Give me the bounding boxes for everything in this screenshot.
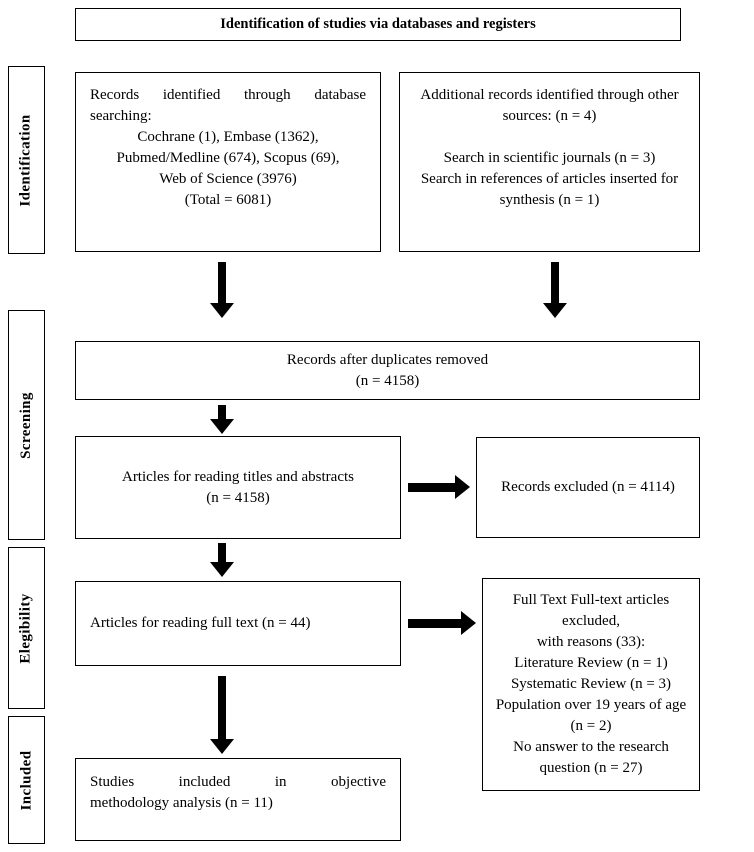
fulltext-excluded-line: with reasons (33):: [536, 634, 646, 650]
arrow-head: [461, 611, 476, 635]
arrow-head: [210, 303, 234, 318]
stage-label-screening-text: Screening: [18, 391, 34, 459]
additional-records-box: [399, 72, 700, 252]
stage-label-included: [8, 716, 45, 844]
arrow-shaft: [218, 262, 226, 303]
arrow-shaft: [218, 543, 226, 562]
arrow-head: [210, 739, 234, 754]
full-text-text: Articles for reading full text (n = 44): [90, 615, 311, 631]
arrow-fulltext-to-excluded: [408, 611, 476, 635]
arrow-fulltext-to-included: [210, 676, 234, 754]
arrow-head: [455, 475, 470, 499]
fulltext-excluded-reason: Literature Review (n = 1): [514, 655, 668, 671]
arrow-shaft: [218, 405, 226, 419]
studies-included-line2: methodology analysis (n = 11): [90, 795, 273, 811]
duplicates-removed-line: Records after duplicates removed: [286, 351, 489, 368]
records-identified-box: [75, 72, 381, 252]
records-excluded-text: Records excluded (n = 4114): [501, 479, 675, 495]
additional-records-line: Search in scientific journals (n = 3): [443, 150, 656, 166]
stage-label-included-text: Included: [18, 750, 35, 810]
arrow-titles-to-fulltext: [210, 543, 234, 577]
records-identified-source-line: Web of Science (3976): [159, 171, 297, 187]
titles-abstracts-box: [75, 436, 401, 539]
records-identified-source-line: Cochrane (1), Embase (1362),: [137, 129, 319, 145]
titles-abstracts-count: (n = 4158): [206, 489, 270, 506]
full-text-box: [75, 581, 401, 666]
arrow-head: [543, 303, 567, 318]
duplicates-removed-count: (n = 4158): [355, 372, 420, 389]
stage-label-eligibility: [8, 547, 45, 709]
duplicates-removed-box: [75, 341, 700, 400]
records-excluded-box: [476, 437, 700, 538]
arrow-shaft: [408, 619, 461, 628]
arrow-additional-to-duplicates: [543, 262, 567, 318]
studies-included-box: [75, 758, 401, 841]
records-identified-intro-line1: Records identified through database: [90, 87, 366, 103]
titles-abstracts-line: Articles for reading titles and abstracts: [121, 468, 354, 485]
stage-label-identification: [8, 66, 45, 254]
fulltext-excluded-reason: Population over 19 years of age (n = 2): [495, 697, 687, 734]
stage-label-screening: [8, 310, 45, 540]
arrow-duplicates-to-titles: [210, 405, 234, 434]
records-identified-total-line: (Total = 6081): [184, 192, 272, 208]
diagram-title: Identification of studies via databases and registers: [220, 16, 536, 32]
records-identified-intro-line2: searching:: [90, 108, 152, 124]
fulltext-excluded-line: Full Text Full-text articles excluded,: [512, 592, 670, 629]
arrow-shaft: [408, 483, 455, 492]
fulltext-excluded-reason: Systematic Review (n = 3): [510, 676, 672, 692]
blank-line: [409, 127, 690, 148]
studies-included-line1: Studies included in objective: [90, 774, 386, 790]
stage-label-eligibility-text: Elegibility: [18, 592, 34, 664]
diagram-title-box: [75, 8, 681, 41]
arrow-records-to-duplicates: [210, 262, 234, 318]
fulltext-excluded-box: [482, 578, 700, 791]
stage-label-identification-text: Identification: [18, 113, 34, 207]
arrow-head: [210, 562, 234, 577]
fulltext-excluded-reason: No answer to the research question (n = 27): [513, 739, 669, 776]
arrow-head: [210, 419, 234, 434]
arrow-shaft: [218, 676, 226, 739]
additional-records-line: Search in references of articles inserted for synthesis (n = 1): [420, 171, 679, 208]
arrow-shaft: [551, 262, 559, 303]
additional-records-intro: Additional records identified through other sources: (n = 4): [420, 87, 679, 124]
arrow-titles-to-excluded: [408, 475, 470, 499]
records-identified-source-line: Pubmed/Medline (674), Scopus (69),: [116, 150, 340, 166]
